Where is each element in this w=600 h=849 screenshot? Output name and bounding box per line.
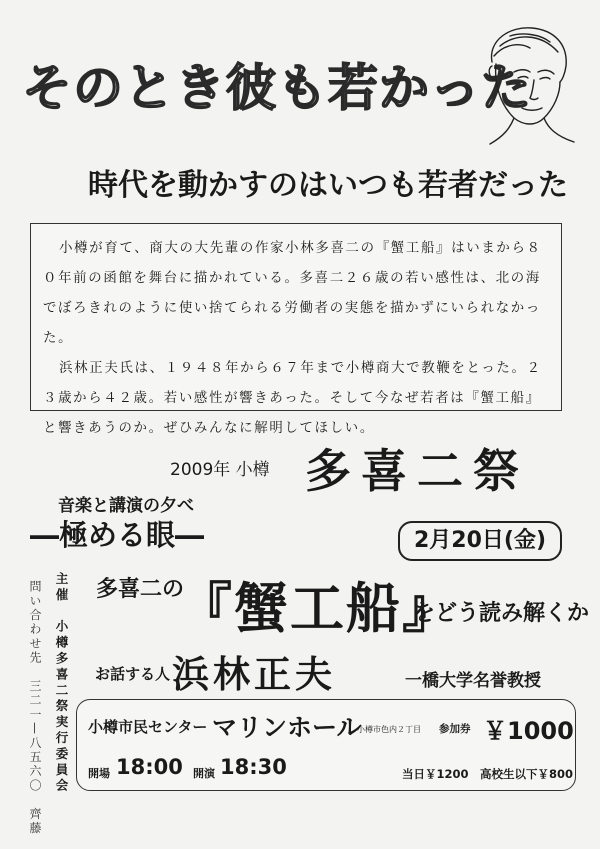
festival-name: 多喜二祭 bbox=[305, 444, 529, 498]
speaker-title: 一橋大学名誉教授 bbox=[405, 671, 541, 691]
intro-paragraph-2: 浜林正夫氏は、１９４８年から６７年まで小樽商大で教鞭をとった。２３歳から４２歳。若い感性が響きあった。そして今なぜ若者は『蟹工船』と響きあうのか。ぜひみんなに解明してほしい。 bbox=[43, 361, 542, 436]
student-price: 高校生以下￥800 bbox=[480, 767, 574, 781]
fee-amount: ￥1000 bbox=[483, 717, 574, 745]
event-theme: ―極める眼― bbox=[30, 518, 205, 552]
event-year-place: 2009年 小樽 bbox=[170, 460, 270, 480]
contact-vertical: 問い合わせ先 三二一—八五六〇 齊藤 bbox=[28, 580, 42, 836]
lecture-prefix: 多喜二の bbox=[96, 577, 185, 602]
venue-label: 小樽市民センター bbox=[88, 718, 208, 736]
door-price: 当日￥1200 bbox=[402, 767, 469, 781]
doors-open-label: 開場 bbox=[88, 767, 110, 780]
doors-open-time: 18:00 bbox=[116, 755, 183, 779]
venue-name: マリンホール bbox=[212, 713, 362, 742]
start-label: 開演 bbox=[193, 767, 215, 780]
venue-address: 小樽市色内２丁目 bbox=[357, 725, 421, 734]
intro-text-box bbox=[30, 223, 562, 436]
intro-paragraph-1: 小樽が育て、商大の大先輩の作家小林多喜二の『蟹工船』はいまから８０年前の函館を舞台に描かれている。多喜二２６歳の若い感性は、北の海でぼろきれのように使い捨てられる労働者の実態を描かずにいられなかった。 bbox=[43, 241, 542, 346]
lecture-suffix: をどう読み解くか bbox=[413, 601, 590, 626]
main-title: そのとき彼も若かった bbox=[22, 59, 532, 117]
event-date: 2月20日(金) bbox=[398, 521, 562, 561]
lecture-title: 『蟹工船』 bbox=[178, 576, 458, 640]
organizer-vertical: 主催 小樽多喜二祭実行委員会 bbox=[54, 572, 69, 795]
start-time: 18:30 bbox=[220, 755, 287, 779]
evening-label: 音楽と講演の夕べ bbox=[58, 496, 194, 516]
subtitle: 時代を動かすのはいつも若者だった bbox=[88, 168, 568, 203]
speaker-name: 浜林正夫 bbox=[172, 653, 336, 696]
speaker-label: お話する人 bbox=[95, 665, 171, 683]
portrait-sketch bbox=[470, 22, 580, 147]
fee-label: 参加券 bbox=[439, 723, 471, 735]
